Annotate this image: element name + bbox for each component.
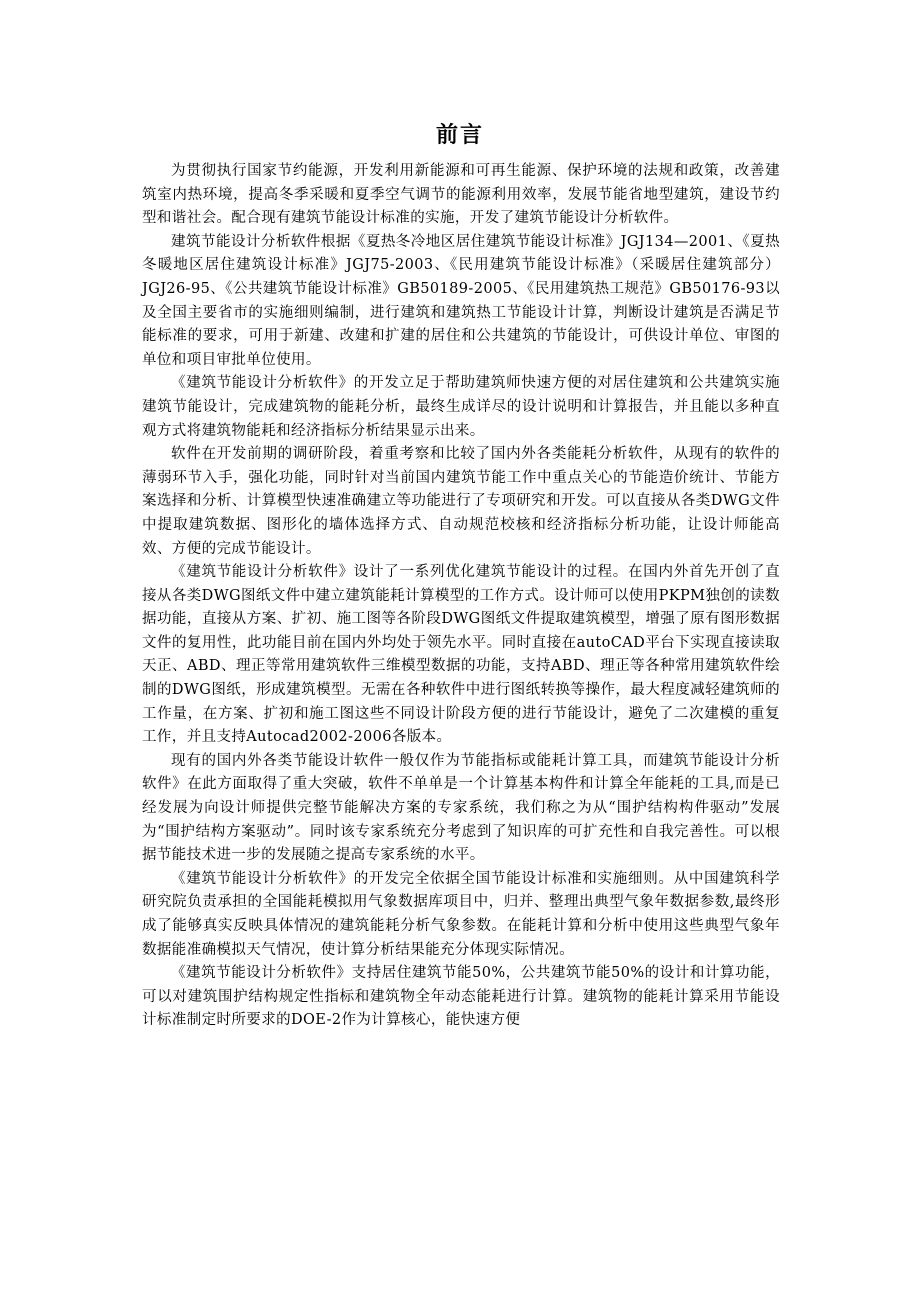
paragraph: 《建筑节能设计分析软件》的开发完全依据全国节能设计标准和实施细则。从中国建筑科学研究院负责承担的全国能耗模拟用气象数据库项目中，归并、整理出典型气象年数据参数,最终形成了能够真实反映具体情况的建筑能耗分析气象参数。在能耗计算和分析中使用这些典型气象年数据能准确模拟天气情况，使计算分析结果能充分体现实际情况。 <box>142 870 780 958</box>
paragraph: 《建筑节能设计分析软件》支持居住建筑节能50%，公共建筑节能50%的设计和计算功能，可以对建筑围护结构规定性指标和建筑物全年动态能耗进行计算。建筑物的能耗计算采用节能设计标准制定时所要求的DOE-2作为计算核心，能快速方便 <box>142 965 780 1029</box>
document-body <box>142 160 780 1033</box>
paragraph: 《建筑节能设计分析软件》设计了一系列优化建筑节能设计的过程。在国内外首先开创了直接从各类DWG图纸文件中建立建筑能耗计算模型的工作方式。设计师可以使用PKPM独创的读数据功能，直接从方案、扩初、施工图等各阶段DWG图纸文件提取建筑模型，增强了原有图形数据文件的复用性，此功能目前在国内外均处于领先水平。同时直接在autoCAD平台下实现直接读取天正、ABD、理正等常用建筑软件三维模型数据的功能，支持ABD、理正等各种常用建筑软件绘制的DWG图纸，形成建筑模型。无需在各种软件中进行图纸转换等操作，最大程度减轻建筑师的工作量，在方案、扩初和施工图这些不同设计阶段方便的进行节能设计，避免了二次建模的重复工作，并且支持Autocad2002-2006各版本。 <box>142 564 780 746</box>
page-title: 前言 <box>435 122 484 148</box>
paragraph: 建筑节能设计分析软件根据《夏热冬冷地区居住建筑节能设计标准》JGJ134—2001、《夏热冬暖地区居住建筑设计标准》JGJ75-2003、《民用建筑节能设计标准》（采暖居住建筑部分）JGJ26-95、《公共建筑节能设计标准》GB50189-2005、《民用建筑热工规范》GB50176-93以及全国主要省市的实施细则编制，进行建筑和建筑热工节能设计计算，判断设计建筑是否满足节能标准的要求，可用于新建、改建和扩建的居住和公共建筑的节能设计，可供设计单位、审图的单位和项目审批单位使用。 <box>142 233 780 368</box>
paragraph: 《建筑节能设计分析软件》的开发立足于帮助建筑师快速方便的对居住建筑和公共建筑实施建筑节能设计，完成建筑物的能耗分析，最终生成详尽的设计说明和计算报告，并且能以多种直观方式将建筑物能耗和经济指标分析结果显示出来。 <box>142 375 780 439</box>
paragraph: 软件在开发前期的调研阶段，着重考察和比较了国内外各类能耗分析软件，从现有的软件的薄弱环节入手，强化功能，同时针对当前国内建筑节能工作中重点关心的节能造价统计、节能方案选择和分析、计算模型快速准确建立等功能进行了专项研究和开发。可以直接从各类DWG文件中提取建筑数据、图形化的墙体选择方式、自动规范校核和经济指标分析功能，让设计师能高效、方便的完成节能设计。 <box>142 446 780 557</box>
paragraph: 为贯彻执行国家节约能源，开发利用新能源和可再生能源、保护环境的法规和政策，改善建筑室内热环境，提高冬季采暖和夏季空气调节的能源利用效率，发展节能省地型建筑，建设节约型和谐社会。配合现有建筑节能设计标准的实施，开发了建筑节能设计分析软件。 <box>142 163 780 227</box>
paragraph: 现有的国内外各类节能设计软件一般仅作为节能指标或能耗计算工具，而建筑节能设计分析软件》在此方面取得了重大突破，软件不单单是一个计算基本构件和计算全年能耗的工具,而是已经发展为向设计师提供完整节能解决方案的专家系统，我们称之为从“围护结构构件驱动”发展为“围护结构方案驱动”。同时该专家系统充分考虑到了知识库的可扩充性和自我完善性。可以根据节能技术进一步的发展随之提高专家系统的水平。 <box>142 752 780 864</box>
